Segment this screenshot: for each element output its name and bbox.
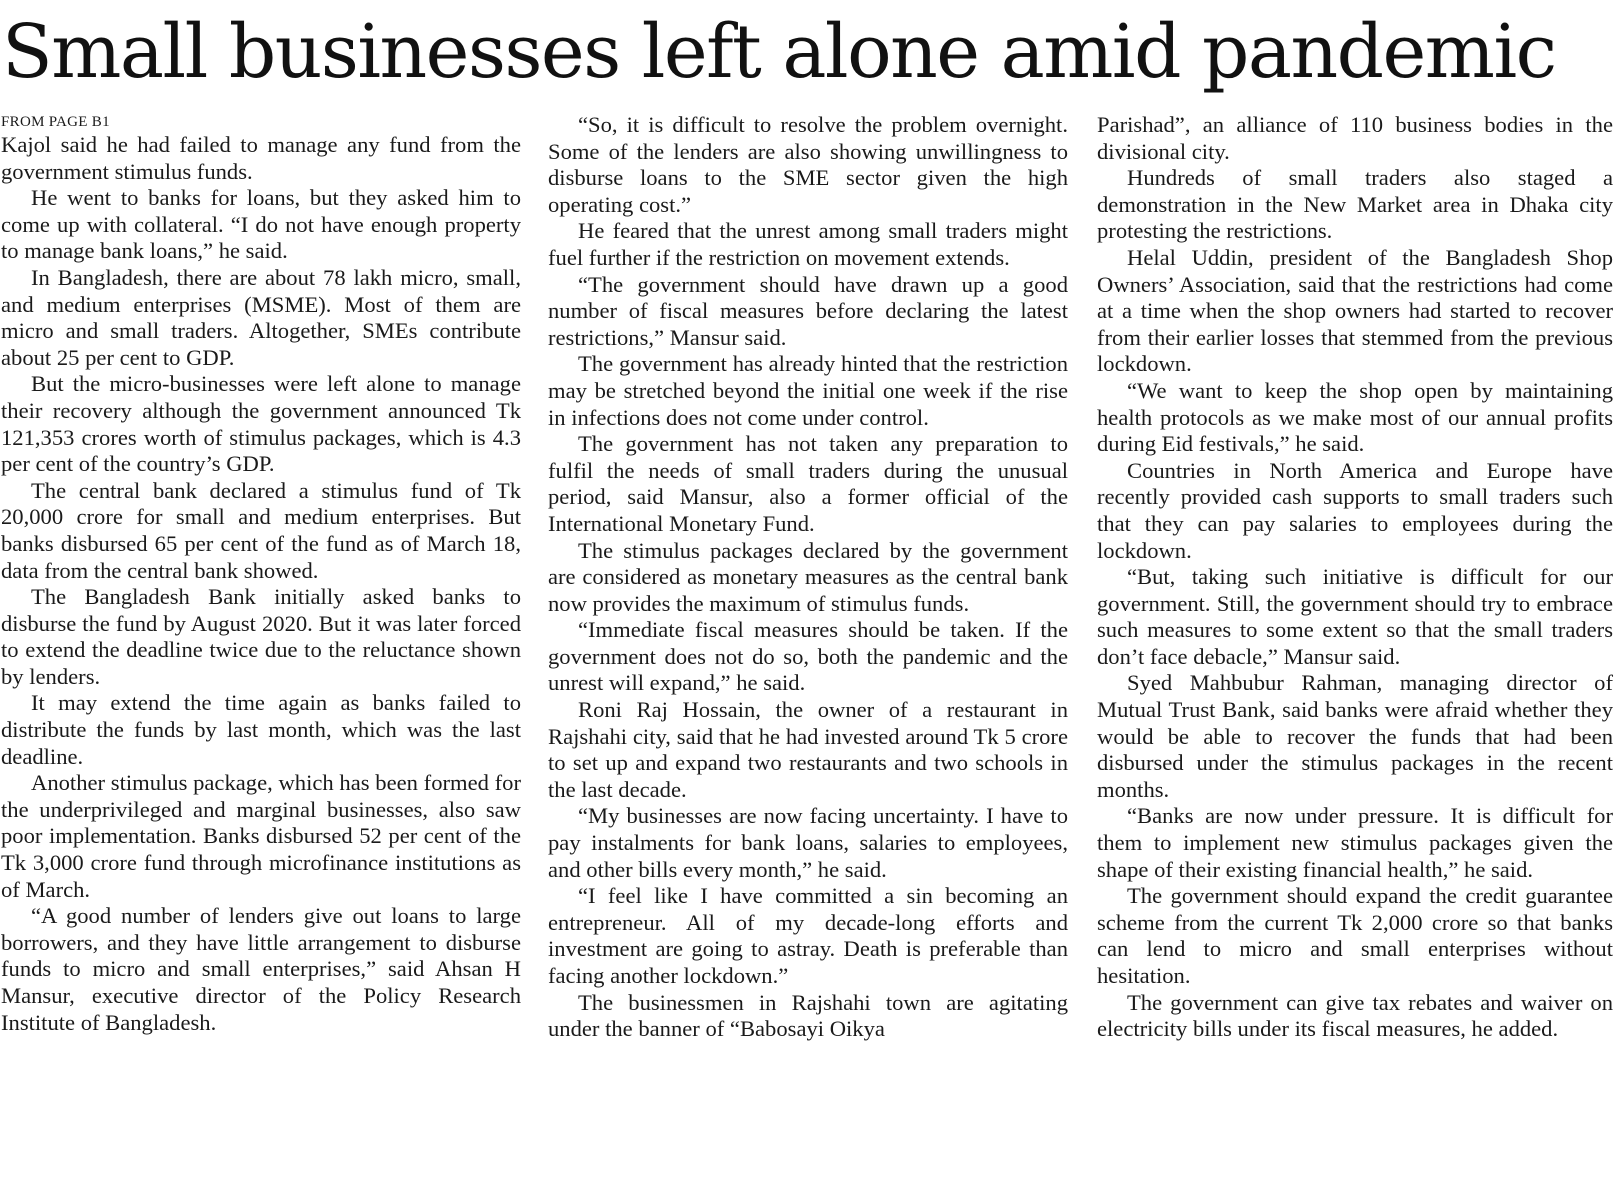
paragraph: Another stimulus package, which has been formed for the underprivileged and marginal businesses, also saw poor implementation. Banks disbursed 52 per cent of the Tk 3,000 crore fund through microfinance institutions as of March. <box>1 770 521 902</box>
paragraph: “My businesses are now facing uncertainty. I have to pay instalments for bank loans, salaries to employees, and other bills every month,” he said. <box>548 803 1068 882</box>
paragraph: Syed Mahbubur Rahman, managing director of Mutual Trust Bank, said banks were afraid whether they would be able to recover the funds that had been disbursed under the stimulus packages in the recent months. <box>1097 670 1613 802</box>
paragraph: “But, taking such initiative is difficult for our government. Still, the government should try to embrace such measures to some extent so that the small traders don’t face debacle,” Mansur said. <box>1097 564 1613 669</box>
paragraph: “The government should have drawn up a good number of fiscal measures before declaring the latest restrictions,” Mansur said. <box>548 271 1068 350</box>
paragraph: But the micro-businesses were left alone to manage their recovery although the government announced Tk 121,353 crores worth of stimulus packages, which is 4.3 per cent of the country’s GDP. <box>1 371 521 477</box>
paragraph: Parishad”, an alliance of 110 business bodies in the divisional city. <box>1097 112 1613 164</box>
paragraph: In Bangladesh, there are about 78 lakh micro, small, and medium enterprises (MSME). Most of them are micro and small traders. Altogether, SMEs contribute about 25 per cent to GDP. <box>1 264 521 370</box>
paragraph: Helal Uddin, president of the Bangladesh Shop Owners’ Association, said that the restrictions had come at a time when the shop owners had started to recover from their earlier losses that stemmed from the previous lockdown. <box>1097 244 1613 377</box>
paragraph: The government can give tax rebates and waiver on electricity bills under its fiscal measures, he added. <box>1097 989 1613 1042</box>
paragraph: The government has already hinted that the restriction may be stretched beyond the initial one week if the rise in infections does not come under control. <box>548 351 1068 430</box>
article-column-1 <box>1 112 521 1036</box>
paragraph: “We want to keep the shop open by maintaining health protocols as we make most of our annual profits during Eid festivals,” he said. <box>1097 377 1613 457</box>
paragraph: Kajol said he had failed to manage any fund from the government stimulus funds. <box>1 132 521 184</box>
paragraph: The stimulus packages declared by the government are considered as monetary measures as the central bank now provides the maximum of stimulus funds. <box>548 537 1068 616</box>
paragraph: The businessmen in Rajshahi town are agitating under the banner of “Babosayi Oikya <box>548 989 1068 1042</box>
dateline: FROM PAGE B1 <box>1 114 110 130</box>
paragraph: The government should expand the credit guarantee scheme from the current Tk 2,000 crore so that banks can lend to micro and small enterprises without hesitation. <box>1097 883 1613 988</box>
paragraph: He feared that the unrest among small traders might fuel further if the restriction on movement extends. <box>548 218 1068 270</box>
headline: Small businesses left alone amid pandemic <box>2 9 1556 95</box>
paragraph: Roni Raj Hossain, the owner of a restaurant in Rajshahi city, said that he had invested around Tk 5 crore to set up and expand two restaurants and two schools in the last decade. <box>548 697 1068 802</box>
article-column-3 <box>1097 112 1613 1043</box>
paragraph: It may extend the time again as banks failed to distribute the funds by last month, which was the last deadline. <box>1 690 521 769</box>
paragraph: “I feel like I have committed a sin becoming an entrepreneur. All of my decade-long efforts and investment are going to astray. Death is preferable than facing another lockdown.” <box>548 883 1068 988</box>
paragraph: “So, it is difficult to resolve the problem overnight. Some of the lenders are also showing unwillingness to disburse loans to the SME sector given the high operating cost.” <box>548 112 1068 217</box>
paragraph: Hundreds of small traders also staged a demonstration in the New Market area in Dhaka city protesting the restrictions. <box>1097 165 1613 244</box>
paragraph: He went to banks for loans, but they asked him to come up with collateral. “I do not have enough property to manage bank loans,” he said. <box>1 185 521 264</box>
paragraph: “Immediate fiscal measures should be taken. If the government does not do so, both the pandemic and the unrest will expand,” he said. <box>548 617 1068 696</box>
paragraph: Countries in North America and Europe have recently provided cash supports to small traders such that they can pay salaries to employees during the lockdown. <box>1097 457 1613 563</box>
paragraph: “Banks are now under pressure. It is difficult for them to implement new stimulus packages given the shape of their existing financial health,” he said. <box>1097 803 1613 882</box>
paragraph: The government has not taken any preparation to fulfil the needs of small traders during the unusual period, said Mansur, also a former official of the International Monetary Fund. <box>548 431 1068 536</box>
paragraph: The central bank declared a stimulus fund of Tk 20,000 crore for small and medium enterprises. But banks disbursed 65 per cent of the fund as of March 18, data from the central bank showed. <box>1 477 521 583</box>
paragraph: The Bangladesh Bank initially asked banks to disburse the fund by August 2020. But it was later forced to extend the deadline twice due to the reluctance shown by lenders. <box>1 584 521 689</box>
paragraph: “A good number of lenders give out loans to large borrowers, and they have little arrangement to disburse funds to micro and small enterprises,” said Ahsan H Mansur, executive director of the Policy Research Institute of Bangladesh. <box>1 903 521 1035</box>
article-column-2 <box>548 112 1068 1043</box>
